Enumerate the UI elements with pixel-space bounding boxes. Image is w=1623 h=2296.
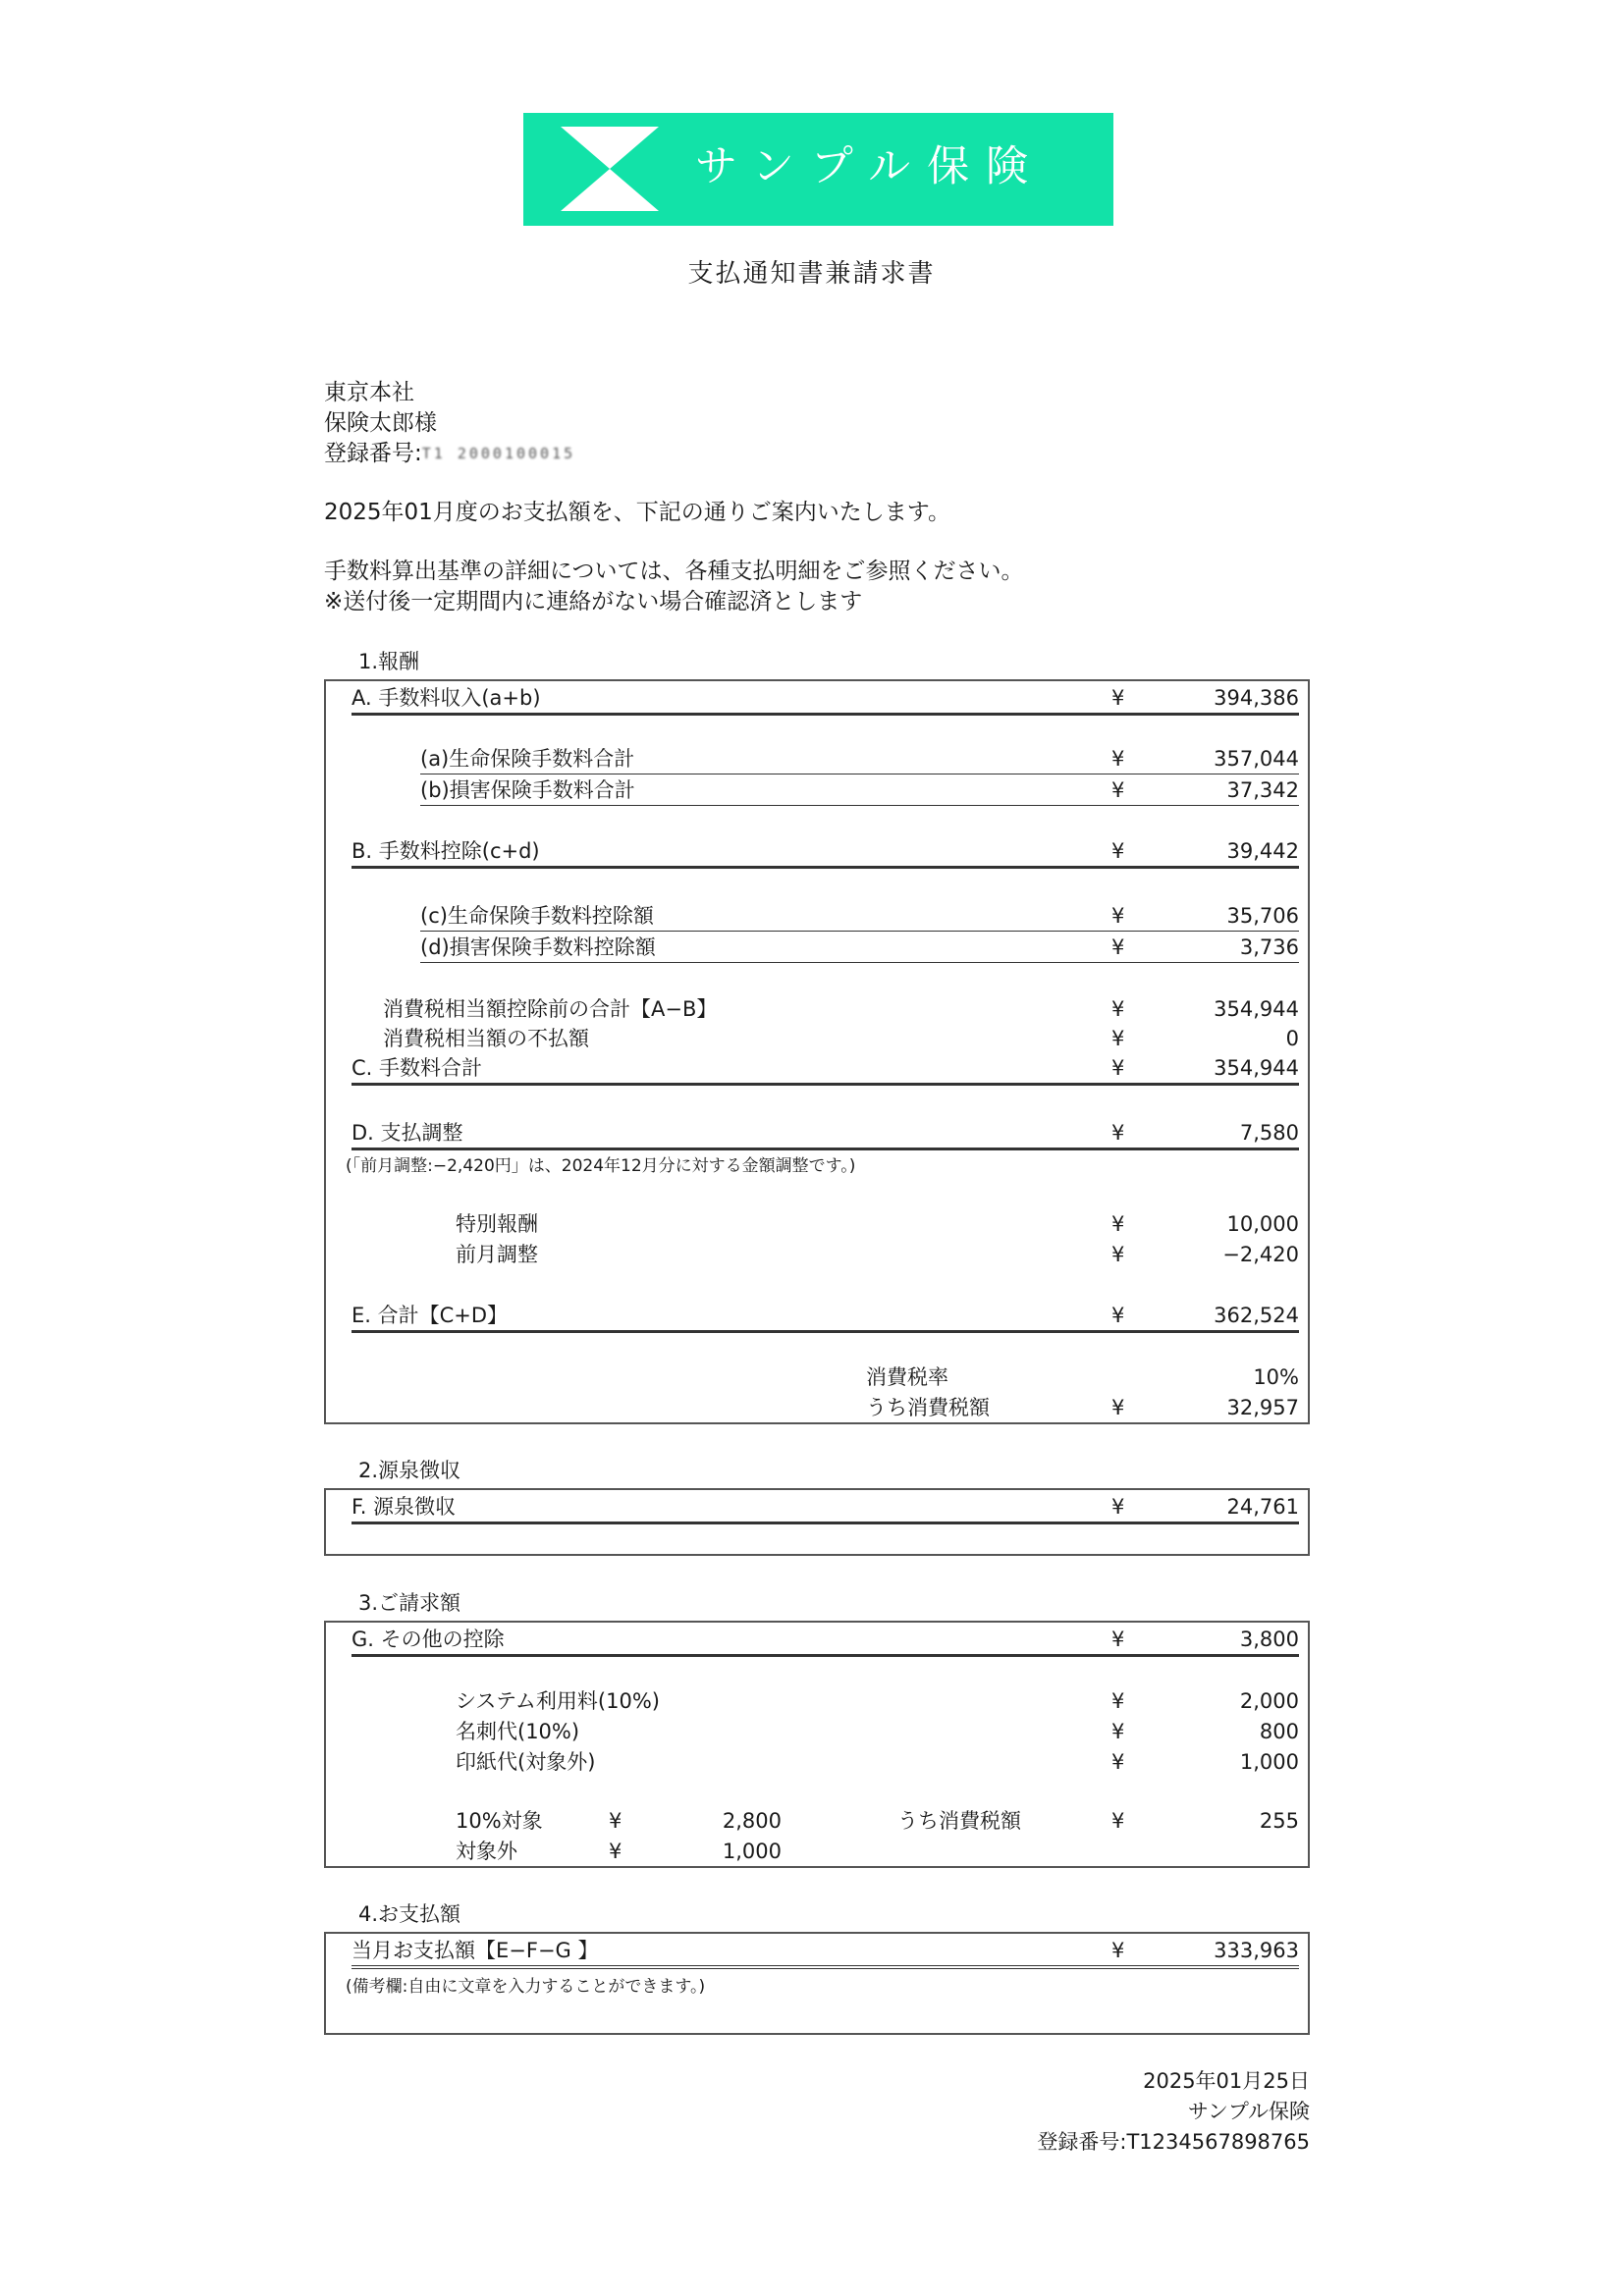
yen-symbol: ¥ [1111,1056,1125,1080]
row-b2-nonlife-deduction [420,933,1299,963]
row-tax-rate [866,1362,1299,1392]
row-label: 消費税相当額控除前の合計【A−B】 [383,997,718,1021]
yen-symbol: ¥ [1111,1939,1125,1962]
row-label: 対象外 [456,1840,517,1863]
row-amount: 362,524 [1214,1304,1299,1327]
yen-symbol: ¥ [1111,1495,1125,1519]
intro-line-2: 手数料算出基準の詳細については、各種支払明細をご参照ください。 [324,559,1024,584]
row-label: うち消費税額 [897,1809,1021,1833]
row-label: C. 手数料合計 [352,1056,483,1080]
addressee-registration [324,439,575,469]
yen-symbol: ¥ [1111,1121,1125,1145]
yen-symbol: ¥ [1111,1243,1125,1266]
row-amount: 24,761 [1226,1495,1299,1519]
yen-symbol: ¥ [1111,1809,1125,1833]
row-label: 特別報酬 [456,1212,538,1236]
row-amount: 32,957 [1226,1396,1299,1419]
row-amount: 255 [1259,1809,1299,1833]
row-amount: 394,386 [1214,686,1299,710]
yen-symbol: ¥ [1111,1212,1125,1236]
yen-symbol: ¥ [1111,839,1125,863]
row-tax-included [866,1393,1299,1422]
row-e-total [352,1301,1299,1333]
row-amount: −2,420 [1222,1243,1299,1266]
row-amount: 10% [1253,1365,1299,1389]
registration-label: 登録番号: [324,441,422,466]
row-amount: 2,000 [1239,1689,1299,1713]
row-amount: 1,000 [722,1840,782,1863]
addressee-name: 保険太郎様 [324,410,437,436]
intro-line-3: ※送付後一定期間内に連絡がない場合確認済とします [324,589,863,614]
masked-registration-number: T1 2000100015 [421,445,576,462]
row-label: (d)損害保険手数料控除額 [420,935,656,959]
row-g-other-deductions [352,1625,1299,1657]
row-amount: 800 [1259,1720,1299,1743]
intro-line-1: 2025年01月度のお支払額を、下記の通りご案内いたします。 [324,500,950,525]
row-label: B. 手数料控除(c+d) [352,839,540,863]
row-amount: 7,580 [1239,1121,1299,1145]
yen-symbol: ¥ [1111,1628,1125,1651]
row-amount: 333,963 [1214,1939,1299,1962]
row-f-withholding [352,1492,1299,1524]
row-amount: 10,000 [1226,1212,1299,1236]
row-a1-life-fee [420,744,1299,774]
row-amount: 354,944 [1214,997,1299,1021]
row-c-fee-total [352,1053,1299,1086]
row-label: 前月調整 [456,1243,538,1266]
row-label: E. 合計【C+D】 [352,1304,509,1327]
row-system-fee [456,1686,1299,1716]
row-d-payment-adjustment [352,1118,1299,1150]
logo-text: サンプル保険 [695,142,1046,191]
row-label: F. 源泉徴収 [352,1495,457,1519]
issuer-company: サンプル保険 [1187,2100,1310,2123]
section-1-title: 1.報酬 [358,650,420,673]
company-logo [523,113,1113,226]
section-2-title: 2.源泉徴収 [358,1459,461,1482]
yen-symbol: ¥ [1111,904,1125,928]
addressee-block [324,378,575,469]
row-amount: 35,706 [1226,904,1299,928]
row-label: 消費税相当額の不払額 [383,1027,589,1050]
row-label: 10%対象 [456,1809,543,1833]
document-title: 支払通知書兼請求書 [687,259,936,289]
row-label: (c)生命保険手数料控除額 [420,904,654,928]
row-label: D. 支払調整 [352,1121,463,1145]
yen-symbol: ¥ [1111,686,1125,710]
issuer-registration: 登録番号:T1234567898765 [1037,2130,1310,2154]
row-amount: 354,944 [1214,1056,1299,1080]
row-label: (b)損害保険手数料合計 [420,778,635,802]
yen-symbol: ¥ [1111,1689,1125,1713]
yen-symbol: ¥ [1111,1750,1125,1774]
row-label: 消費税率 [866,1365,948,1389]
row-tax-unpaid [383,1024,1299,1053]
yen-symbol: ¥ [609,1809,622,1833]
row-amount: 39,442 [1226,839,1299,863]
row-label: A. 手数料収入(a+b) [352,686,541,710]
yen-symbol: ¥ [1111,747,1125,771]
yen-symbol: ¥ [1111,778,1125,802]
yen-symbol: ¥ [1111,935,1125,959]
row-amount: 3,736 [1239,935,1299,959]
row-amount: 37,342 [1226,778,1299,802]
section-3-title: 3.ご請求額 [358,1591,461,1615]
yen-symbol: ¥ [1111,1304,1125,1327]
row-label: うち消費税額 [866,1396,990,1419]
row-label: G. その他の控除 [352,1628,505,1651]
row-amount: 2,800 [722,1809,782,1833]
row-non-subject [456,1837,782,1866]
yen-symbol: ¥ [1111,1027,1125,1050]
row-a2-nonlife-fee [420,775,1299,806]
row-amount: 0 [1285,1027,1299,1050]
row-special-reward [456,1209,1299,1239]
row-monthly-payment [352,1936,1299,1969]
row-a-fee-income [352,683,1299,716]
yen-symbol: ¥ [1111,1720,1125,1743]
row-amount: 357,044 [1214,747,1299,771]
row-b1-life-deduction [420,901,1299,932]
yen-symbol: ¥ [609,1840,622,1863]
yen-symbol: ¥ [1111,1396,1125,1419]
row-label: 当月お支払額【E−F−G 】 [352,1939,599,1962]
row-label: システム利用料(10%) [456,1689,660,1713]
row-g-tax-included [897,1806,1299,1836]
row-pre-tax-total [383,994,1299,1024]
row-label: 印紙代(対象外) [456,1750,596,1774]
issue-date: 2025年01月25日 [1143,2069,1310,2093]
row-stamp-fee [456,1747,1299,1777]
row-10pct-subject [456,1806,782,1836]
yen-symbol: ¥ [1111,997,1125,1021]
adjustment-note: (「前月調整:−2,420円」は、2024年12月分に対する金額調整です。) [346,1156,856,1176]
row-amount: 3,800 [1239,1628,1299,1651]
row-label: (a)生命保険手数料合計 [420,747,635,771]
row-prev-month-adjustment [456,1240,1299,1269]
remarks-note: (備考欄:自由に文章を入力することができます。) [346,1977,706,1997]
hourglass-logo-icon [561,127,659,211]
row-amount: 1,000 [1239,1750,1299,1774]
row-b-fee-deduction [352,836,1299,869]
section-4-title: 4.お支払額 [358,1902,461,1926]
row-business-card-fee [456,1717,1299,1746]
row-label: 名刺代(10%) [456,1720,580,1743]
addressee-office: 東京本社 [324,380,414,405]
